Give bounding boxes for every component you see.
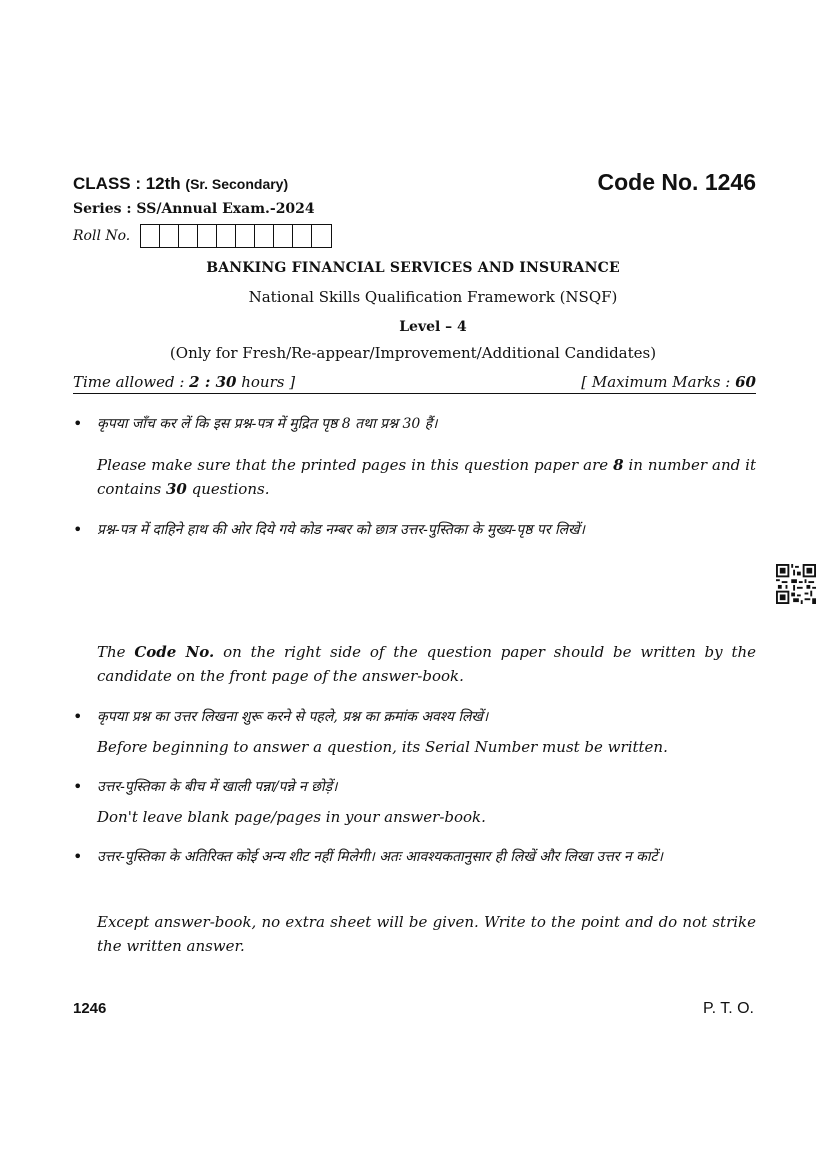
roll-digit-box <box>293 225 312 247</box>
i1-part-a: Please make sure that the printed pages in this question paper are <box>97 456 614 474</box>
bullet-1: • <box>73 414 83 433</box>
time-marks-row <box>73 373 756 391</box>
time-prefix: Time allowed : <box>73 373 190 391</box>
roll-digit-box <box>312 225 331 247</box>
roll-digit-box <box>141 225 160 247</box>
qr-code-icon <box>776 564 816 604</box>
roll-digit-box <box>255 225 274 247</box>
i2-part-a: The <box>97 643 135 661</box>
bullet-5: • <box>73 847 83 866</box>
class-sub-text: (Sr. Secondary) <box>185 176 289 192</box>
pto-label: P. T. O. <box>703 1000 754 1017</box>
instruction-2-hindi: प्रश्न-पत्र में दाहिने हाथ की ओर दिये गये कोड नम्बर को छात्र उत्तर-पुस्तिका के मुख्य-पृष्ठ पर लिखें। <box>97 522 585 538</box>
marks-value: 60 <box>735 373 756 391</box>
bullet-3: • <box>73 707 83 726</box>
i1-part-c: in number and it contains <box>97 456 756 498</box>
instruction-4-english: Don't leave blank page/pages in your answer-book. <box>97 808 486 826</box>
instruction-3-english: Before beginning to answer a question, its Serial Number must be written. <box>97 738 668 756</box>
series-label: Series : SS/Annual Exam.-2024 <box>73 201 315 217</box>
instruction-1-english <box>97 453 756 501</box>
roll-digit-box <box>236 225 255 247</box>
instruction-5-english: Except answer-book, no extra sheet will be given. Write to the point and do not strike the written answer. <box>97 913 756 955</box>
candidates-note: (Only for Fresh/Re-appear/Improvement/Additional Candidates) <box>169 344 657 362</box>
roll-digit-box <box>198 225 217 247</box>
roll-digit-box <box>217 225 236 247</box>
bullet-4: • <box>73 777 83 796</box>
maximum-marks <box>581 373 756 391</box>
instruction-5-hindi: उत्तर-पुस्तिका के अतिरिक्त कोई अन्य शीट नहीं मिलेगी। अतः आवश्यकतानुसार ही लिखें और लिखा उत्तर न काटें। <box>97 849 663 865</box>
time-allowed <box>73 373 295 391</box>
class-text: CLASS : 12th <box>73 174 181 193</box>
instruction-3-hindi: कृपया प्रश्न का उत्तर लिखना शुरू करने से पहले, प्रश्न का क्रमांक अवश्य लिखें। <box>97 709 489 725</box>
i2-part-b: Code No. <box>134 643 215 661</box>
roll-digit-box <box>160 225 179 247</box>
bullet-2: • <box>73 520 83 539</box>
class-label <box>73 174 288 194</box>
instruction-4-hindi: उत्तर-पुस्तिका के बीच में खाली पन्ना/पन्ने न छोड़ें। <box>97 779 338 795</box>
footer-code: 1246 <box>73 1000 107 1017</box>
header-divider <box>73 393 756 394</box>
roll-boxes <box>140 224 332 248</box>
roll-label: Roll No. <box>73 228 131 244</box>
i2-part-c: on the right side of the question paper should be written by the candidate on the front page of the answer-book. <box>97 643 757 685</box>
roll-digit-box <box>179 225 198 247</box>
instruction-2-english <box>97 640 756 688</box>
i1-part-d: 30 <box>166 480 187 498</box>
framework-title: National Skills Qualification Framework (NSQF) <box>248 288 618 306</box>
time-value: 2 : 30 <box>189 373 237 391</box>
i1-part-b: 8 <box>613 456 624 474</box>
roll-number-field <box>73 224 332 248</box>
marks-prefix: [ Maximum Marks : <box>581 373 736 391</box>
i1-part-e: questions. <box>186 480 270 498</box>
subject-title: BANKING FINANCIAL SERVICES AND INSURANCE <box>206 260 620 276</box>
roll-digit-box <box>274 225 293 247</box>
level-title: Level – 4 <box>399 319 467 335</box>
instruction-1-hindi: कृपया जाँच कर लें कि इस प्रश्न-पत्र में मुद्रित पृष्ठ 8 तथा प्रश्न 30 हैं। <box>97 416 438 432</box>
time-suffix: hours ] <box>236 373 296 391</box>
code-number: Code No. 1246 <box>597 169 756 195</box>
